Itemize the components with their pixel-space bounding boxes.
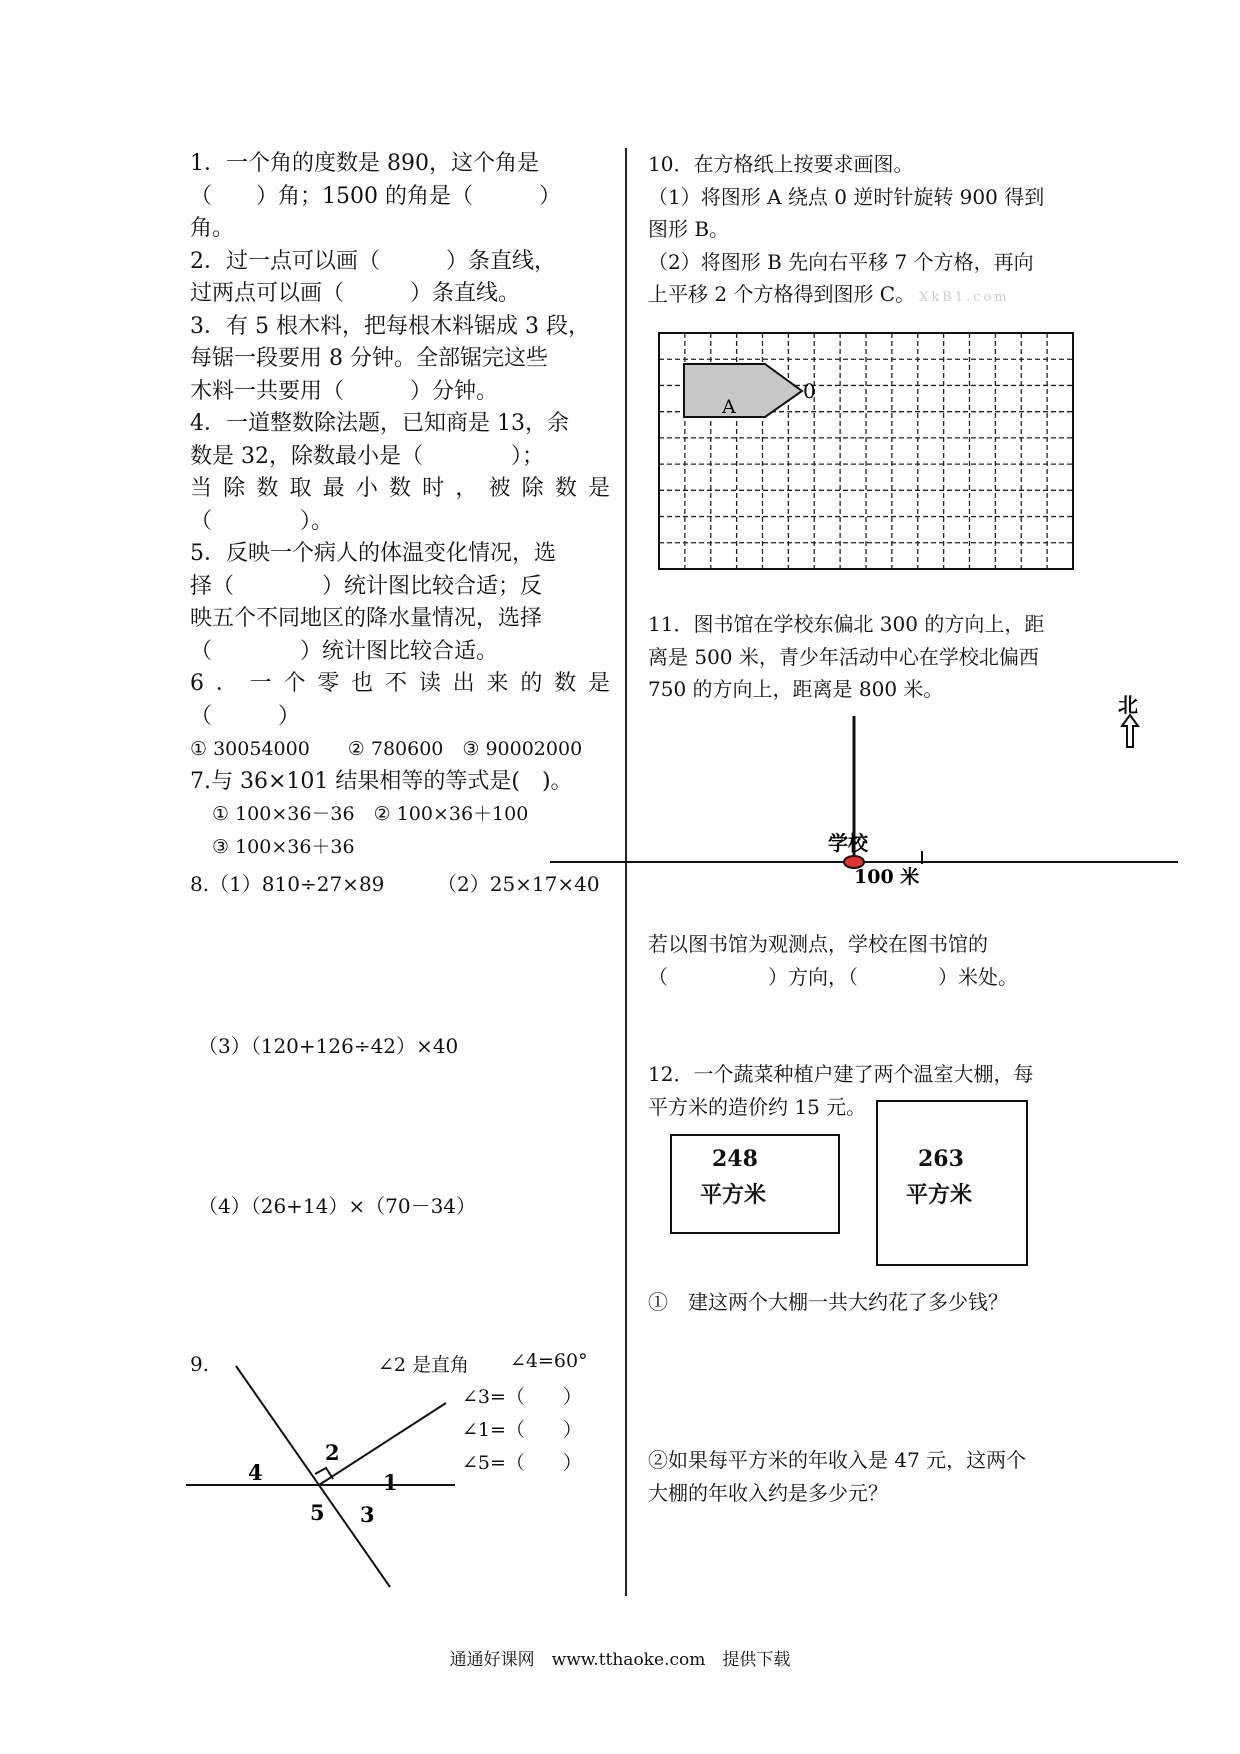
q12-sub2-line-2: 大棚的年收入约是多少元？ — [648, 1480, 888, 1505]
angle-label-2: 2 — [325, 1440, 340, 1465]
watermark-text: XkB1.com — [919, 290, 1010, 305]
q9-number: 9. — [190, 1352, 210, 1376]
q8-part-3: （3）（120+126÷42）×40 — [198, 1034, 459, 1058]
question-2 — [190, 246, 610, 311]
question-3 — [190, 311, 610, 409]
q12-line-1: 12．一个蔬菜种植户建了两个温室大棚，每 — [648, 1062, 1034, 1086]
q2-line-1: 2．过一点可以画（ ）条直线， — [190, 248, 556, 274]
north-label: 北 — [1118, 693, 1138, 717]
greenhouse-box-1 — [670, 1134, 840, 1234]
question-6 — [190, 668, 610, 766]
angle-label-4: 4 — [248, 1460, 263, 1485]
box1-area: 248 — [712, 1146, 758, 1172]
q11-ask-line-1: 若以图书馆为观测点，学校在图书馆的 — [648, 932, 988, 956]
q3-line-1: 3．有 5 根木料，把每根木料锯成 3 段， — [190, 313, 590, 339]
north-arrow-icon — [1122, 715, 1138, 747]
q10-line-2: （1）将图形 A 绕点 0 逆时针旋转 900 得到 — [648, 184, 1045, 209]
q4-line-2: 数是 32，除数最小是（ ）； — [190, 443, 544, 469]
question-4 — [190, 408, 610, 538]
q7-options-2: ③ 100×36＋36 — [212, 835, 355, 858]
q10-line-4: （2）将图形 B 先向右平移 7 个方格，再向 — [648, 249, 1034, 274]
q7-stem: 7.与 36×101 结果相等的等式是( )。 — [190, 768, 573, 794]
q6-line-2: （ ） — [190, 703, 301, 729]
q12-sub2-line-1: ②如果每平方米的年收入是 47 元，这两个 — [648, 1448, 1027, 1472]
question-10 — [648, 148, 1068, 315]
question-7 — [190, 766, 610, 864]
q9-answer-angle1: ∠1=（ ） — [462, 1419, 582, 1441]
q12-sub-question-2 — [648, 1444, 1068, 1509]
q5-line-1: 5．反映一个病人的体温变化情况，选 — [190, 541, 556, 566]
q9-given-angle4: ∠4=60° — [510, 1350, 588, 1372]
q6-options: ① 30054000 ② 780600 ③ 90002000 — [190, 738, 583, 760]
q8-part-1: 8.（1）810÷27×89 — [190, 872, 385, 896]
figure-a-label: A — [722, 396, 736, 418]
angle-label-3: 3 — [360, 1502, 375, 1527]
q1-line-1: 1．一个角的度数是 890，这个角是 — [190, 151, 539, 176]
question-5 — [190, 538, 610, 668]
q8-part-2: （2）25×17×40 — [437, 872, 600, 896]
footer-credit: 通通好课网 www.tthaoke.com 提供下载 — [449, 1650, 791, 1670]
angle-diagram — [180, 1360, 480, 1600]
q12-sub-question-1: ① 建这两个大棚一共大约花了多少钱？ — [648, 1290, 1008, 1314]
q11-ask-line-2: （ ）方向，（ ）米处。 — [648, 964, 1018, 989]
box2-unit: 平方米 — [906, 1182, 973, 1208]
grid-paper — [658, 332, 1078, 572]
q9-given-angle2: ∠2 是直角 — [378, 1354, 470, 1376]
box2-area: 263 — [918, 1146, 964, 1172]
q3-line-3: 木料一共要用（ ）分钟。 — [190, 378, 499, 404]
q9-answer-angle5: ∠5=（ ） — [462, 1452, 582, 1474]
q10-line-1: 10．在方格纸上按要求画图。 — [648, 152, 914, 176]
box1-unit: 平方米 — [700, 1182, 767, 1208]
q10-line-5 — [648, 278, 1068, 315]
q11-line-3: 750 的方向上，距离是 800 米。 — [648, 677, 944, 701]
q10-line-5-text: 上平移 2 个方格得到图形 C。 — [648, 282, 916, 306]
q10-line-3: 图形 B。 — [648, 217, 730, 241]
figure-a — [684, 364, 802, 417]
q7-options-1: ① 100×36－36 ② 100×36＋100 — [212, 803, 529, 825]
q8-part-4: （4）（26+14）×（70－34） — [198, 1194, 477, 1218]
direction-map — [550, 690, 1190, 910]
q11-line-2: 离是 500 米，青少年活动中心在学校北偏西 — [648, 644, 1039, 669]
q3-line-2: 每锯一段要用 8 分钟。全部锯完这些 — [190, 346, 548, 371]
scale-label: 100 米 — [854, 866, 920, 888]
q5-line-3: 映五个不同地区的降水量情况，选择 — [190, 606, 543, 631]
q4-line-1: 4．一道整数除法题，已知商是 13，余 — [190, 411, 569, 436]
greenhouse-box-2 — [876, 1100, 1028, 1266]
q5-line-4: （ ）统计图比较合适。 — [190, 638, 499, 664]
q2-line-2: 过两点可以画（ ）条直线。 — [190, 281, 521, 306]
angle-label-5: 5 — [310, 1500, 325, 1525]
school-label: 学校 — [828, 831, 868, 855]
q12-line-2: 平方米的造价约 15 元。 — [648, 1094, 867, 1119]
q5-line-2: 择（ ）统计图比较合适；反 — [190, 573, 543, 599]
angle-label-1: 1 — [383, 1470, 398, 1495]
left-column — [190, 148, 610, 863]
q4-line-3: 当除数取最小数时，被除数是 — [190, 476, 610, 501]
q6-line-1: 6．一个零也不读出来的数是 — [190, 671, 610, 696]
q11-line-1: 11．图书馆在学校东偏北 300 的方向上，距 — [648, 612, 1045, 636]
question-1 — [190, 148, 610, 246]
point-o-label: 0 — [803, 379, 816, 403]
q1-line-2: （ ）角；1500 的角是（ ） — [190, 183, 561, 209]
q9-answer-angle3: ∠3=（ ） — [462, 1386, 582, 1408]
q4-line-4: （ ）。 — [190, 508, 334, 534]
q1-line-3: 角。 — [190, 216, 235, 241]
question-11-ask — [648, 928, 1068, 993]
